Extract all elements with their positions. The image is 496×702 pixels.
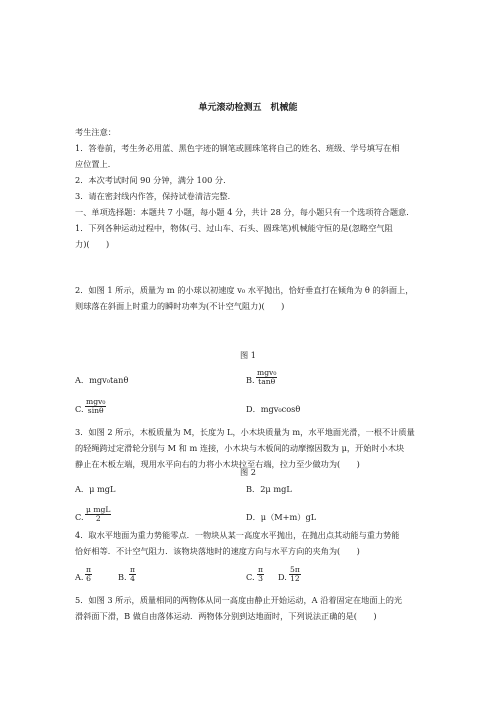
q2-option-c-fraction: [85, 398, 106, 415]
fraction-numerator: π: [258, 565, 263, 574]
question-2-line: 则球落在斜面上时重力的瞬时功率为(不计空气阻力)( ): [75, 301, 285, 311]
question-3-line: 3．如图 2 所示，木板质量为 M，长度为 L，小木块质量为 m，水平地面光滑，一根不计质量: [75, 427, 415, 437]
question-5-line: 滑斜面下滑，B 做自由落体运动．两物体分别到达地面时，下列说法正确的是( ): [75, 611, 377, 621]
page-title: 单元滚动检测五 机械能: [198, 103, 298, 113]
fraction-numerator: mgv₀: [86, 397, 106, 406]
q4-option-d-fraction: [289, 566, 301, 583]
q2-option-a: A．mgv₀tanθ: [75, 375, 129, 385]
fraction-denominator: 3: [258, 574, 263, 583]
fraction-numerator: mgv₀: [257, 368, 277, 377]
notice-line: 2．本次考试时间 90 分钟，满分 100 分．: [75, 175, 232, 185]
question-4-line: 4．取水平地面为重力势能零点．一物块从某一高度水平抛出，在抛出点其动能与重力势能: [75, 530, 400, 540]
notice-line: 3．请在密封线内作答，保持试卷清洁完整．: [75, 191, 236, 201]
q3-option-c-fraction: [85, 506, 111, 523]
q4-option-b-fraction: [129, 566, 136, 583]
fraction-numerator: μ mgL: [86, 505, 111, 514]
fraction-numerator: π: [130, 565, 135, 574]
fraction-denominator: 6: [86, 574, 91, 583]
fraction-denominator: 12: [290, 574, 300, 583]
section-heading: 一、单项选择题：本题共 7 小题，每小题 4 分，共计 28 分，每小题只有一个选项符合题意．: [75, 207, 415, 217]
q2-option-d: D．mgv₀cosθ: [246, 404, 301, 414]
fraction-denominator: sinθ: [87, 406, 104, 415]
fraction-denominator: 2: [95, 514, 101, 523]
q2-option-b-label: B.: [246, 375, 255, 385]
q3-option-c-label: C.: [75, 512, 84, 522]
figure-2-caption: 图 2: [240, 467, 256, 477]
question-3-line: 的轻绳跨过定滑轮分别与 M 和 m 连接，小木块与木板间的动摩擦因数为 μ，开始时小木块: [75, 443, 405, 453]
q4-option-b-label: B.: [118, 572, 127, 582]
q3-option-a: A．μ mgL: [75, 484, 116, 494]
question-3-line: 静止在木板左端，现用水平向右的力将小木块拉至右端，拉力至少做功为( ): [75, 459, 360, 469]
fraction-numerator: π: [86, 565, 91, 574]
q4-option-c-fraction: [257, 566, 264, 583]
q4-option-a-label: A.: [75, 572, 84, 582]
q4-option-a-fraction: [85, 566, 92, 583]
q2-option-b-fraction: [256, 369, 277, 386]
notice-heading: 考生注意：: [75, 127, 116, 137]
q4-option-d-label: D.: [278, 572, 287, 582]
fraction-denominator: tanθ: [258, 377, 276, 386]
q2-option-c-label: C.: [75, 404, 84, 414]
question-1-line: 力)( ): [75, 239, 110, 249]
fraction-numerator: 5π: [290, 565, 300, 574]
q3-option-b: B．2μ mgL: [246, 484, 292, 494]
question-1-line: 1．下列各种运动过程中，物体(弓、过山车、石头、圆珠笔)机械能守恒的是(忽略空气阻: [75, 223, 393, 233]
question-5-line: 5．如图 3 所示，质量相同的两物体从同一高度由静止开始运动，A 沿着固定在地面上的光: [75, 595, 403, 605]
notice-line: 应位置上．: [75, 159, 116, 169]
notice-line: 1．答卷前，考生务必用蓝、黑色字迹的钢笔或圆珠笔将自己的姓名、班级、学号填写在相: [75, 143, 400, 153]
q4-option-c-label: C.: [246, 572, 255, 582]
figure-1-caption: 图 1: [240, 350, 256, 360]
question-4-line: 恰好相等．不计空气阻力．该物块落地时的速度方向与水平方向的夹角为( ): [75, 546, 360, 556]
fraction-denominator: 4: [130, 574, 135, 583]
question-2-line: 2．如图 1 所示，质量为 m 的小球以初速度 v₀ 水平抛出，恰好垂直打在倾角为 θ 的斜面上，: [75, 285, 414, 295]
q3-option-d: D．μ（M+m）gL: [246, 512, 317, 522]
